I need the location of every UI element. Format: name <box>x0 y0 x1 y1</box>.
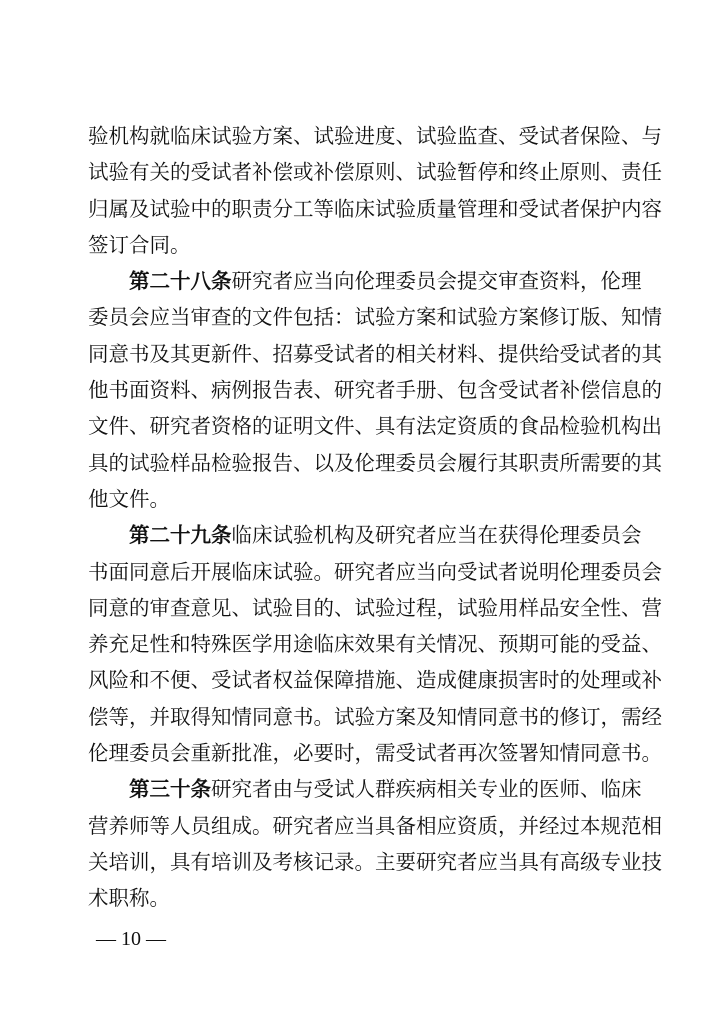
text-line: 书面同意后开展临床试验。研究者应当向受试者说明伦理委员会 <box>88 559 662 584</box>
text-line: 试验有关的受试者补偿或补偿原则、试验暂停和终止原则、责任 <box>88 160 662 185</box>
text-line: 同意书及其更新件、招募受试者的相关材料、提供给受试者的其 <box>88 341 662 366</box>
article-29-text: 临床试验机构及研究者应当在获得伦理委员会 <box>231 523 642 548</box>
text-line: 具的试验样品检验报告、以及伦理委员会履行其职责所需要的其 <box>88 450 662 475</box>
article-28-heading: 第二十八条 <box>129 269 232 294</box>
text-line: 签订合同。 <box>88 232 191 257</box>
article-28-first-line <box>88 263 642 299</box>
article-30-first-line <box>88 771 642 807</box>
text-line: 偿等，并取得知情同意书。试验方案及知情同意书的修订，需经 <box>88 704 662 729</box>
text-line: 同意的审查意见、试验目的、试验过程，试验用样品安全性、营 <box>88 595 662 620</box>
article-30-text: 研究者由与受试人群疾病相关专业的医师、临床 <box>211 777 642 802</box>
text-line: 他文件。 <box>88 486 170 511</box>
article-29-first-line <box>88 517 642 553</box>
article-30-heading: 第三十条 <box>129 777 211 802</box>
article-28-text: 研究者应当向伦理委员会提交审查资料，伦理 <box>231 269 642 294</box>
text-line: 伦理委员会重新批准，必要时，需受试者再次签署知情同意书。 <box>88 741 662 766</box>
text-line: 委员会应当审查的文件包括：试验方案和试验方案修订版、知情 <box>88 305 662 330</box>
text-line: 验机构就临床试验方案、试验进度、试验监查、受试者保险、与 <box>88 124 662 148</box>
text-line: 文件、研究者资格的证明文件、具有法定资质的食品检验机构出 <box>88 414 662 439</box>
text-line: 养充足性和特殊医学用途临床效果有关情况、预期可能的受益、 <box>88 632 662 657</box>
text-line: 风险和不便、受试者权益保障措施、造成健康损害时的处理或补 <box>88 668 662 693</box>
article-29-heading: 第二十九条 <box>129 523 232 548</box>
document-body <box>88 118 662 917</box>
text-line: 他书面资料、病例报告表、研究者手册、包含受试者补偿信息的 <box>88 378 662 403</box>
text-line: 营养师等人员组成。研究者应当具备相应资质，并经过本规范相 <box>88 813 662 838</box>
text-line: 术职称。 <box>88 886 170 911</box>
text-line: 关培训，具有培训及考核记录。主要研究者应当具有高级专业技 <box>88 849 662 874</box>
page-number: — 10 — <box>96 928 166 950</box>
text-line: 归属及试验中的职责分工等临床试验质量管理和受试者保护内容 <box>88 196 662 221</box>
